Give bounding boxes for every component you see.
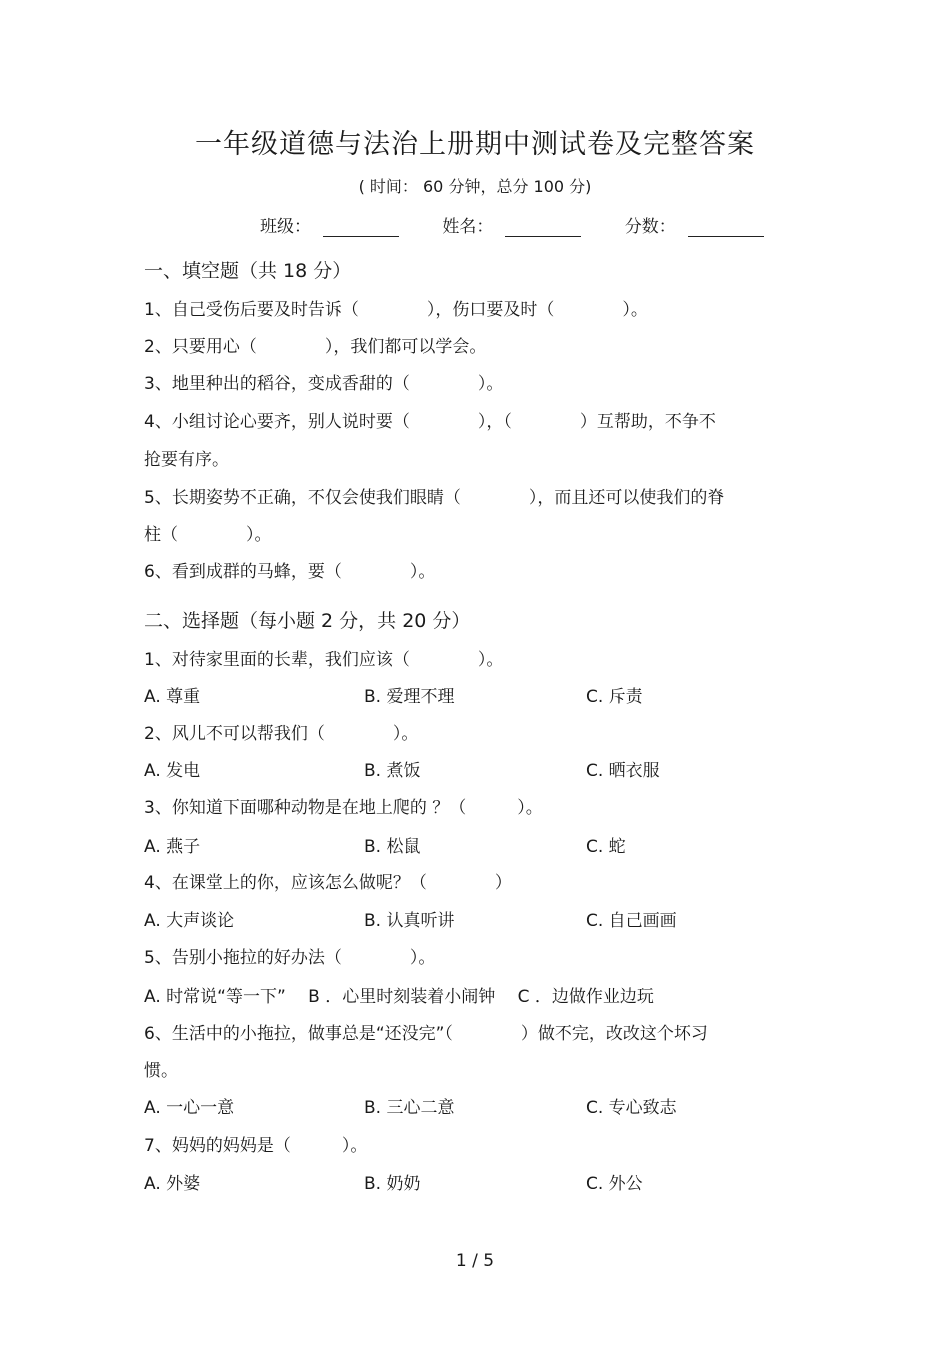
score-label: 分数： [624,217,676,237]
q2-option-b: B. 煮饭 [364,761,421,781]
fill-question-6: 6、看到成群的马蜂，要（ ）。 [144,562,436,582]
choice-question-4: 4、在课堂上的你，应该怎么做呢？（ ） [144,873,512,893]
fill-question-4: 4、小组讨论心要齐，别人说时要（ ），（ ）互帮助，不争不 [144,412,716,432]
q6-option-b: B. 三心二意 [364,1098,455,1118]
choice-question-1: 1、对待家里面的长辈，我们应该（ ）。 [144,650,504,670]
q4-option-a: A. 大声谈论 [144,911,235,931]
choice-question-2: 2、风儿不可以帮我们（ ）。 [144,724,419,744]
q5-options: A. 时常说“等一下” B ．心里时刻装着小闹钟 C ．边做作业边玩 [144,987,654,1007]
q2-option-a: A. 发电 [144,761,201,781]
fill-question-3: 3、地里种出的稻谷，变成香甜的（ ）。 [144,374,504,394]
name-label: 姓名： [442,217,494,237]
class-field[interactable] [260,212,399,237]
fill-question-4-cont: 抢要有序。 [144,450,229,470]
q2-option-c: C. 晒衣服 [586,761,660,781]
name-blank[interactable] [505,218,581,237]
choice-question-6: 6、生活中的小拖拉，做事总是“还没完”（ ）做不完，改改这个坏习 [144,1024,708,1044]
section-fill-in-heading: 一、填空题（共 18 分） [144,260,352,282]
choice-question-7: 7、妈妈的妈妈是（ ）。 [144,1136,368,1156]
q4-option-b: B. 认真听讲 [364,911,455,931]
class-label: 班级： [260,217,311,237]
q1-option-c: C. 斥责 [586,687,643,707]
q4-option-c: C. 自己画画 [586,911,677,931]
q3-option-a: A. 燕子 [144,837,201,857]
q7-option-b: B. 奶奶 [364,1174,421,1194]
page-number: 1 / 5 [455,1251,495,1271]
score-field[interactable] [625,212,764,237]
q6-option-c: C. 专心致志 [586,1098,677,1118]
class-blank[interactable] [323,218,399,237]
q6-option-a: A. 一心一意 [144,1098,235,1118]
section-choice-heading: 二、选择题（每小题 2 分，共 20 分） [144,610,471,632]
page-title: 一年级道德与法治上册期中测试卷及完整答案 [195,129,755,160]
fill-question-5: 5、长期姿势不正确，不仅会使我们眼睛（ ），而且还可以使我们的脊 [144,488,725,508]
fill-question-1: 1、自己受伤后要及时告诉（ ），伤口要及时（ ）。 [144,300,648,320]
q7-option-c: C. 外公 [586,1174,643,1194]
exam-time-info: ( 时间： 60 分钟，总分 100 分) [358,177,592,196]
name-field[interactable] [442,212,581,237]
fill-question-5-cont: 柱（ ）。 [144,525,272,545]
q3-option-b: B. 松鼠 [364,837,421,857]
q1-option-b: B. 爱理不理 [364,687,455,707]
q3-option-c: C. 蛇 [586,837,626,857]
choice-question-6-cont: 惯。 [144,1061,178,1081]
choice-question-3: 3、你知道下面哪种动物是在地上爬的 ？（ ）。 [144,798,543,818]
choice-question-5: 5、告别小拖拉的好办法（ ）。 [144,948,436,968]
student-info-row [260,212,764,237]
fill-question-2: 2、只要用心（ ），我们都可以学会。 [144,337,487,357]
q1-option-a: A. 尊重 [144,687,201,707]
score-blank[interactable] [688,218,764,237]
q7-option-a: A. 外婆 [144,1174,201,1194]
